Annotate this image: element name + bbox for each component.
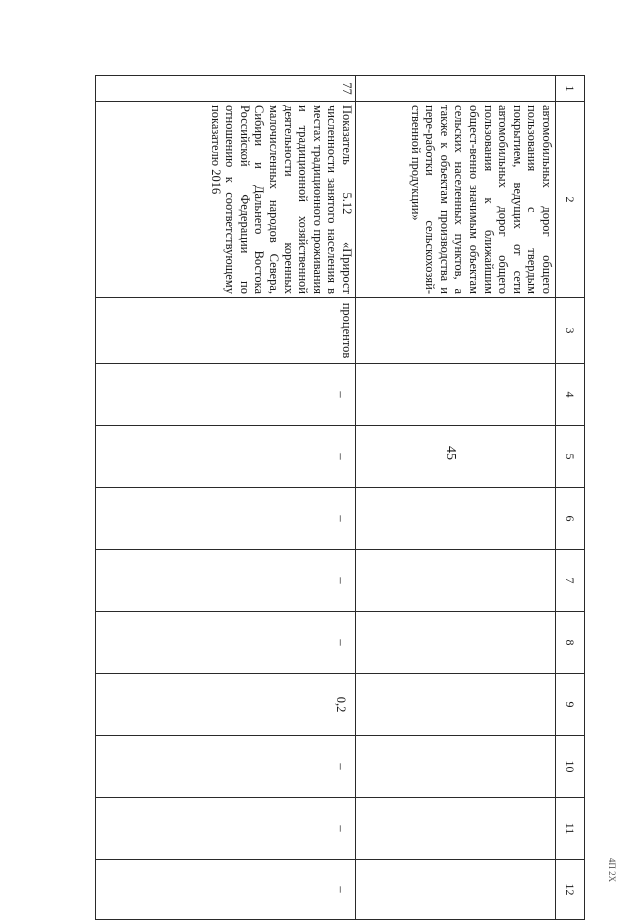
rotated-page-content [95, 75, 585, 896]
value-text: – [334, 825, 348, 832]
value-cell [356, 488, 556, 550]
value-cell [356, 426, 556, 488]
page-number: 45 [443, 445, 458, 460]
value-text: – [334, 763, 348, 770]
value-cell [356, 736, 556, 798]
unit-cell [356, 298, 556, 364]
indicator-description-cell: автомобильных дорог общего пользования с твердым покрытием, ведущих от сети автомобильных дорог общего пользования к ближайшим общест-венно значимым объектам сельских населенных пунктов, а также к объектам производства и пере-работки сельскохозяй-ственной продукции» [356, 102, 556, 298]
value-cell [356, 550, 556, 612]
value-cell [356, 798, 556, 860]
row-number-cell: 77 [96, 76, 356, 102]
value-text: – [334, 391, 348, 398]
value-text: – [334, 886, 348, 893]
value-text [548, 429, 554, 484]
value-text: – [334, 453, 348, 460]
value-cell [356, 364, 556, 426]
table-row [96, 76, 356, 920]
data-table [95, 75, 585, 920]
header-cell: 10 [556, 736, 585, 798]
value-cell [96, 612, 356, 674]
unit-cell: процентов [96, 298, 356, 364]
header-cell: 2 [556, 102, 585, 298]
header-cell: 7 [556, 550, 585, 612]
value-cell [356, 612, 556, 674]
value-cell [356, 860, 556, 920]
value-text [548, 367, 554, 422]
value-text [548, 491, 554, 546]
value-cell [96, 736, 356, 798]
header-cell: 1 [556, 76, 585, 102]
value-text [548, 615, 554, 670]
value-text [548, 553, 554, 608]
value-text [548, 677, 554, 732]
header-cell: 9 [556, 674, 585, 736]
value-cell [96, 674, 356, 736]
value-cell [96, 488, 356, 550]
value-text: – [334, 515, 348, 522]
value-cell [96, 860, 356, 920]
value-cell [96, 364, 356, 426]
value-cell [96, 798, 356, 860]
header-cell: 5 [556, 426, 585, 488]
value-text [548, 863, 554, 916]
indicator-description-cell: Показатель 5.12 «Прирост численности занятого населения в местах традиционного проживания и традиционной хозяйственной деятельности коренных малочисленных народов Севера, Сибири и Дальнего Востока Российской Федерации по отношению к соответствующему показателю 2016 [96, 102, 356, 298]
value-text [548, 801, 554, 856]
header-cell: 12 [556, 860, 585, 920]
header-cell: 4 [556, 364, 585, 426]
header-cell: 8 [556, 612, 585, 674]
value-text: – [334, 577, 348, 584]
table-row [356, 76, 556, 920]
value-text: 0,2 [334, 696, 348, 713]
header-cell: 11 [556, 798, 585, 860]
value-cell [356, 674, 556, 736]
value-text: – [334, 639, 348, 646]
table-header-row [556, 76, 585, 920]
value-text [548, 739, 554, 794]
row-number-cell [356, 76, 556, 102]
value-cell [96, 426, 356, 488]
value-cell [96, 550, 356, 612]
footer-mark: 4П 2Х [607, 857, 618, 883]
header-cell: 3 [556, 298, 585, 364]
header-cell: 6 [556, 488, 585, 550]
